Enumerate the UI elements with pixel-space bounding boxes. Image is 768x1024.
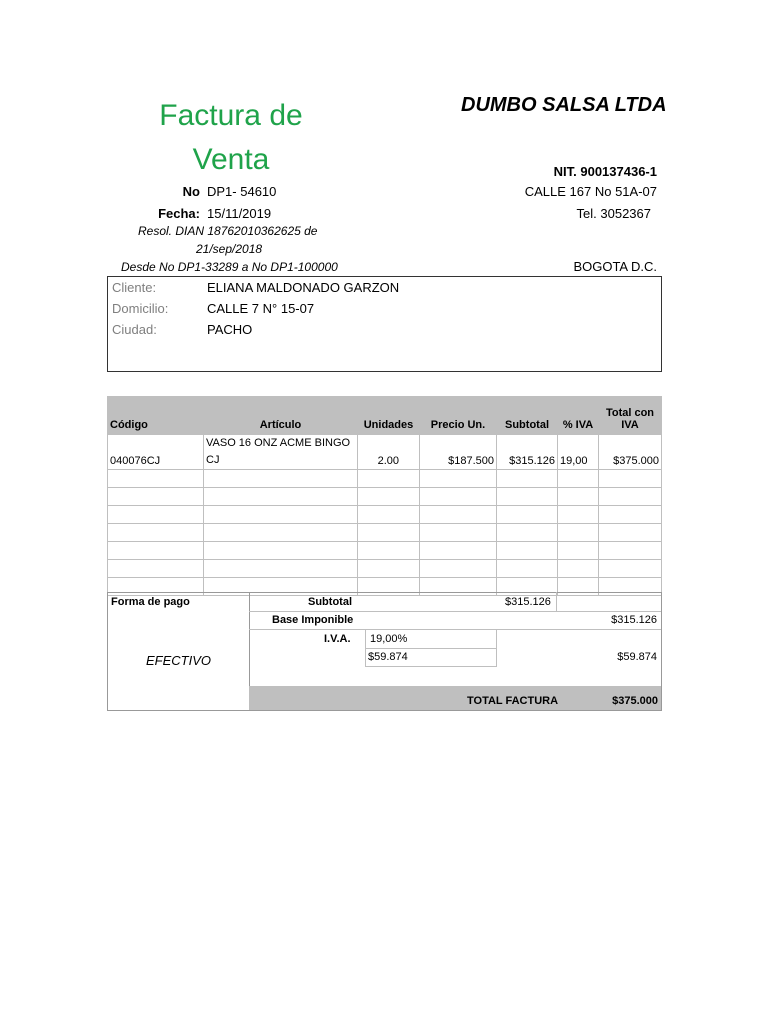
subtotal-value: $315.126 xyxy=(505,596,551,608)
row-total: $375.000 xyxy=(599,435,662,470)
table-row xyxy=(108,560,662,578)
row-articulo-line1: VASO 16 ONZ ACME BINGO xyxy=(206,437,351,449)
row-subtotal: $315.126 xyxy=(497,435,558,470)
row-articulo xyxy=(204,435,358,470)
resolution-line2: 21/sep/2018 xyxy=(196,242,263,256)
row-precio: $187.500 xyxy=(420,435,497,470)
summary-line-3 xyxy=(365,648,496,649)
subtotal-label: Subtotal xyxy=(308,596,352,608)
total-bar xyxy=(249,686,661,710)
company-name: DUMBO SALSA LTDA xyxy=(461,94,667,116)
total-label: TOTAL FACTURA xyxy=(467,695,559,707)
resolution-line1: Resol. DIAN 18762010362625 de xyxy=(138,224,318,238)
summary-line-2 xyxy=(249,629,661,630)
address-label: Domicilio: xyxy=(112,301,169,316)
summary-iva-right xyxy=(496,629,497,667)
summary-line-1 xyxy=(249,611,661,612)
client-city: PACHO xyxy=(207,322,253,337)
summary-iva-left xyxy=(365,629,366,667)
col-unidades: Unidades xyxy=(358,397,420,435)
table-row xyxy=(108,435,662,470)
items-table xyxy=(107,396,662,596)
invoice-number-label: No xyxy=(182,184,200,199)
iva-amount: $59.874 xyxy=(368,651,408,663)
col-iva: % IVA xyxy=(558,397,599,435)
base-value: $315.126 xyxy=(611,614,657,626)
summary-sub-sep xyxy=(556,592,557,612)
invoice-date-label: Fecha: xyxy=(158,206,200,221)
payment-method-label: Forma de pago xyxy=(111,596,190,608)
invoice-number: DP1- 54610 xyxy=(207,184,277,199)
client-label: Cliente: xyxy=(112,280,157,295)
client-address: CALLE 7 N° 15-07 xyxy=(207,301,315,316)
iva-label: I.V.A. xyxy=(324,633,351,645)
city-label: Ciudad: xyxy=(112,322,157,337)
company-nit: NIT. 900137436-1 xyxy=(553,164,657,179)
payment-method-value: EFECTIVO xyxy=(146,653,212,668)
items-header-row xyxy=(108,397,662,435)
company-city: BOGOTA D.C. xyxy=(573,259,657,274)
row-articulo-line2: CJ xyxy=(206,454,220,466)
table-row xyxy=(108,470,662,488)
iva-total: $59.874 xyxy=(617,651,657,663)
invoice-title-line2: Venta xyxy=(192,143,270,176)
summary-line-4 xyxy=(365,666,496,667)
row-codigo: 040076CJ xyxy=(108,435,204,470)
col-total: Total con IVA xyxy=(599,397,662,435)
company-address: CALLE 167 No 51A-07 xyxy=(524,184,657,199)
iva-percent: 19,00% xyxy=(370,633,408,645)
invoice-date: 15/11/2019 xyxy=(207,206,272,221)
invoice-title-line1: Factura de xyxy=(159,99,303,132)
client-name: ELIANA MALDONADO GARZON xyxy=(207,280,400,295)
numbering-range: Desde No DP1-33289 a No DP1-100000 xyxy=(121,260,338,274)
row-unidades: 2.00 xyxy=(358,435,420,470)
col-articulo: Artículo xyxy=(204,397,358,435)
table-row xyxy=(108,524,662,542)
col-precio: Precio Un. xyxy=(420,397,497,435)
company-phone: Tel. 3052367 xyxy=(576,206,651,221)
table-row xyxy=(108,488,662,506)
row-iva: 19,00 xyxy=(558,435,599,470)
table-row xyxy=(108,506,662,524)
col-subtotal: Subtotal xyxy=(497,397,558,435)
invoice-title xyxy=(111,94,351,182)
total-value: $375.000 xyxy=(612,695,658,707)
col-codigo: Código xyxy=(108,397,204,435)
base-label: Base Imponible xyxy=(272,614,354,626)
table-row xyxy=(108,542,662,560)
